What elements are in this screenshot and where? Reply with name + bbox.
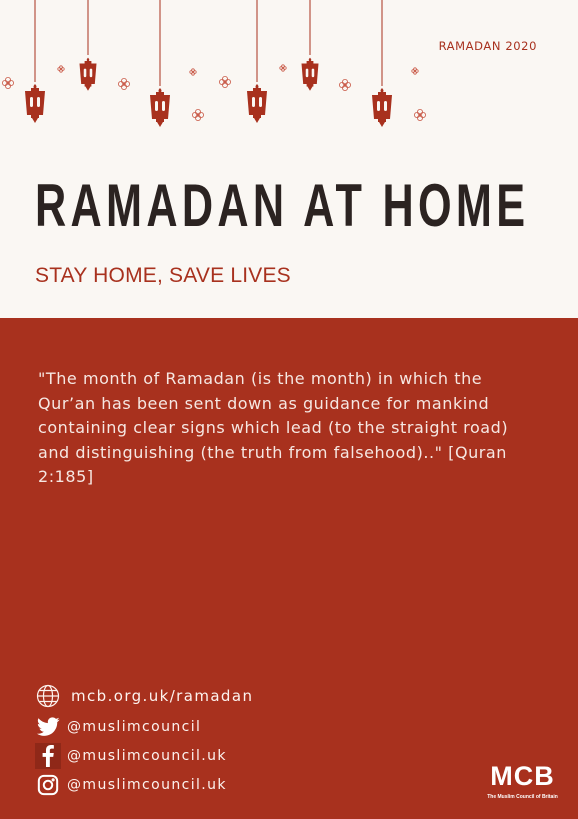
- logo-mark: MCB: [490, 761, 555, 791]
- instagram-handle[interactable]: @muslimcouncil.uk: [67, 777, 227, 793]
- year-label: RAMADAN 2020: [438, 39, 537, 53]
- globe-icon: [35, 683, 61, 709]
- facebook-handle[interactable]: @muslimcouncil.uk: [67, 748, 227, 764]
- lantern-icon: [25, 84, 45, 123]
- flower-icon: [339, 79, 350, 90]
- flower-icon: [2, 77, 13, 88]
- lantern-icon: [247, 84, 267, 123]
- instagram-icon: [35, 772, 61, 798]
- lantern-icon: [372, 88, 392, 127]
- website-contact[interactable]: [35, 683, 253, 709]
- lantern-icon: [150, 88, 170, 127]
- flower-icon: [412, 68, 418, 74]
- lantern-decoration: [0, 0, 578, 150]
- flower-icon: [190, 69, 196, 75]
- facebook-contact[interactable]: [35, 743, 227, 769]
- flower-icon: [192, 109, 203, 120]
- flower-icon: [58, 66, 64, 72]
- page-title: RAMADAN AT HOME: [35, 172, 530, 239]
- flower-icon: [280, 65, 286, 71]
- mcb-logo: [480, 763, 565, 800]
- twitter-icon: [35, 714, 61, 740]
- lantern-icon: [80, 58, 97, 91]
- subtitle: STAY HOME, SAVE LIVES: [35, 264, 291, 287]
- flower-icon: [118, 78, 129, 89]
- website-link[interactable]: mcb.org.uk/ramadan: [71, 687, 254, 705]
- instagram-contact[interactable]: [35, 772, 227, 798]
- flower-icon: [219, 76, 230, 87]
- facebook-icon: [35, 743, 61, 769]
- lantern-icon: [302, 58, 319, 91]
- twitter-handle[interactable]: @muslimcouncil: [67, 719, 202, 735]
- flower-icon: [414, 109, 425, 120]
- logo-organisation-name: The Muslim Council of Britain: [487, 794, 558, 800]
- twitter-contact[interactable]: [35, 714, 201, 740]
- quran-quote: "The month of Ramadan (is the month) in which the Qur’an has been sent down as guidance for mankind containing clear signs which lead (to the straight road) and distinguishing (the truth from falsehood).." [Quran 2:185]: [38, 369, 509, 486]
